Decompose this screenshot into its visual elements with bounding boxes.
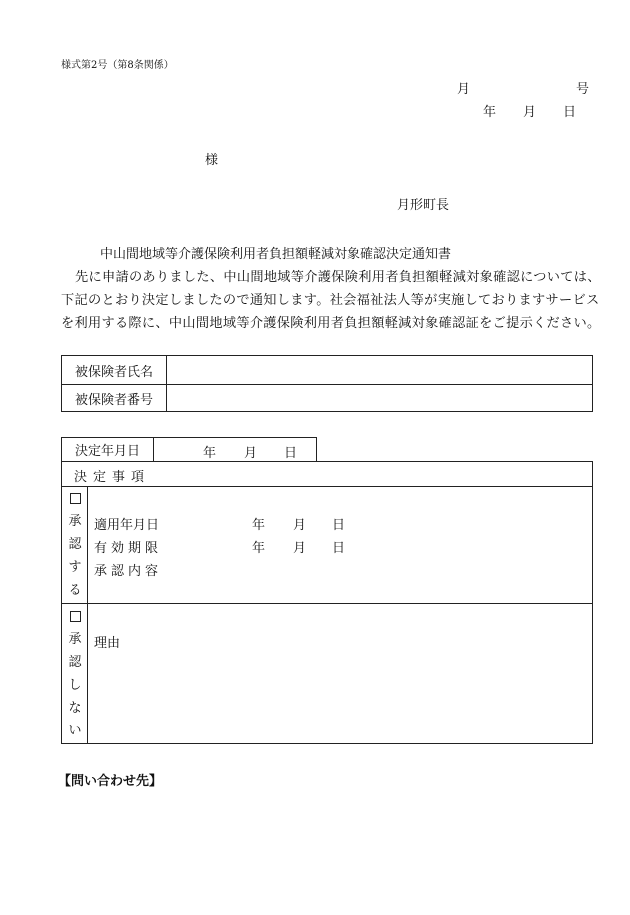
header-month: 月: [457, 82, 471, 97]
approve-char-4: る: [68, 583, 82, 598]
decision-date-label: 決定年月日: [62, 438, 154, 461]
insured-number-label: 被保険者番号: [62, 384, 167, 412]
approval-content-label: 承認内容: [94, 564, 163, 579]
deny-char-1: 承: [68, 632, 82, 647]
deny-checkbox[interactable]: [62, 605, 88, 629]
form-label: 様式第2号（第8条関係）: [61, 60, 174, 71]
decision-date-box: [61, 437, 317, 461]
document-title: 中山間地域等介護保険利用者負担額軽減対象確認決定通知書: [100, 247, 452, 262]
body-line-2: 下記のとおり決定しましたので通知します。社会福祉法人等が実施しておりますサービス: [61, 293, 600, 308]
deny-char-5: い: [68, 723, 82, 738]
insured-name-row: [62, 356, 592, 385]
valid-period-day: 日: [332, 541, 346, 556]
approve-char-3: す: [68, 560, 82, 575]
decision-date-month: 月: [244, 446, 258, 461]
header-month2: 月: [523, 105, 537, 120]
applied-date-month: 月: [293, 518, 307, 533]
decision-date-day: 日: [284, 446, 298, 461]
deny-section: [62, 603, 592, 743]
decision-date-year: 年: [203, 446, 217, 461]
deny-column: [62, 603, 88, 743]
decision-header-row: [62, 462, 592, 487]
applied-date-day: 日: [332, 518, 346, 533]
approve-checkbox[interactable]: [62, 487, 88, 511]
deny-char-4: な: [68, 701, 82, 716]
deny-reason-label: 理由: [94, 636, 121, 651]
approve-section: [62, 486, 592, 604]
contact-heading: 【問い合わせ先】: [58, 774, 163, 789]
recipient-suffix: 様: [205, 153, 219, 168]
header-year: 年: [483, 105, 497, 120]
valid-period-label: 有効期限: [94, 541, 163, 556]
header-day: 日: [563, 105, 577, 120]
approve-char-1: 承: [68, 514, 82, 529]
deny-char-3: し: [68, 678, 82, 693]
applied-date-label: 適用年月日: [94, 518, 160, 533]
body-line-1: 先に申請のありました、中山間地域等介護保険利用者負担額軽減対象確認については、: [75, 270, 601, 285]
header-number: 号: [576, 82, 590, 97]
valid-period-year: 年: [252, 541, 266, 556]
deny-char-2: 認: [68, 655, 82, 670]
approve-char-2: 認: [68, 537, 82, 552]
decision-header: 決定事項: [74, 470, 151, 485]
approve-column: [62, 486, 88, 603]
valid-period-month: 月: [293, 541, 307, 556]
decision-table: [61, 461, 593, 744]
issuer: 月形町長: [397, 198, 450, 213]
body-line-3: を利用する際に、中山間地域等介護保険利用者負担額軽減対象確認証をご提示ください。: [61, 316, 601, 331]
insured-number-row: [62, 384, 592, 412]
insured-table: [61, 355, 593, 412]
insured-name-label: 被保険者氏名: [62, 356, 167, 384]
applied-date-year: 年: [252, 518, 266, 533]
